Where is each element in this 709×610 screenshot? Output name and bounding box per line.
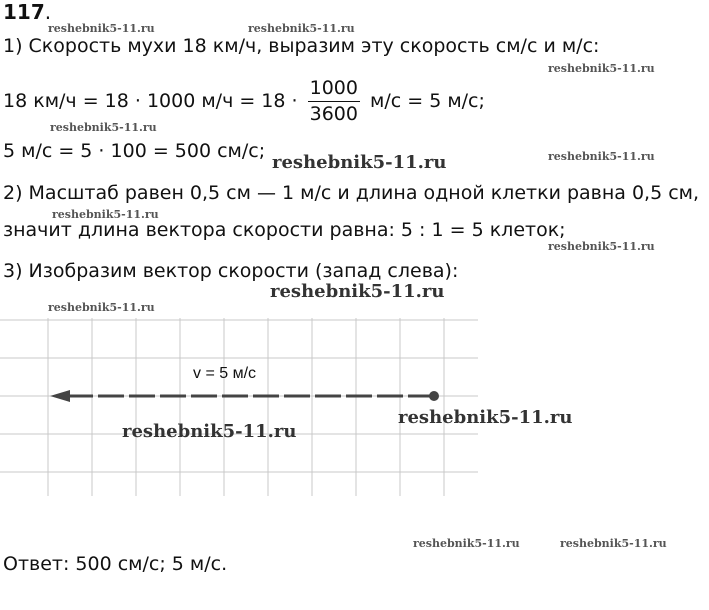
watermark: reshebnik5-11.ru xyxy=(50,121,157,134)
problem-number xyxy=(3,0,51,24)
step1-equation-right: м/с = 5 м/с; xyxy=(370,89,485,112)
watermark: reshebnik5-11.ru xyxy=(560,537,667,550)
watermark: reshebnik5-11.ru xyxy=(548,150,655,163)
watermark: reshebnik5-11.ru xyxy=(548,240,655,253)
problem-number-dot: . xyxy=(44,0,52,24)
step1-text: 1) Скорость мухи 18 км/ч, выразим эту скорость см/с и м/с: xyxy=(3,35,600,57)
watermark: reshebnik5-11.ru xyxy=(413,537,520,550)
problem-number-value: 117 xyxy=(3,0,45,24)
step1-equation2: 5 м/с = 5 · 100 = 500 см/с; xyxy=(3,140,266,162)
step1-equation-left: 18 км/ч = 18 · 1000 м/ч = 18 · xyxy=(3,89,298,112)
watermark: reshebnik5-11.ru xyxy=(122,421,297,442)
watermark: reshebnik5-11.ru xyxy=(248,22,355,35)
fraction-numerator: 1000 xyxy=(308,78,360,102)
velocity-vector xyxy=(50,390,439,402)
vector-label: v = 5 м/с xyxy=(193,365,257,382)
watermark: reshebnik5-11.ru xyxy=(48,22,155,35)
step3-text: 3) Изобразим вектор скорости (запад слева): xyxy=(3,260,459,282)
step1-equation xyxy=(3,78,485,125)
watermark: reshebnik5-11.ru xyxy=(548,62,655,75)
step1-fraction xyxy=(308,78,360,125)
vector-tail-point xyxy=(429,391,439,401)
vector-arrowhead xyxy=(50,390,70,402)
step2-line1: 2) Масштаб равен 0,5 см — 1 м/с и длина одной клетки равна 0,5 см, xyxy=(3,182,700,204)
fraction-denominator: 3600 xyxy=(309,102,358,125)
answer-text: Ответ: 500 см/с; 5 м/с. xyxy=(3,553,228,575)
watermark: reshebnik5-11.ru xyxy=(270,281,445,302)
watermark: reshebnik5-11.ru xyxy=(52,208,159,221)
step2-line2: значит длина вектора скорости равна: 5 : 1 = 5 клеток; xyxy=(3,219,566,241)
watermark: reshebnik5-11.ru xyxy=(398,407,573,428)
watermark: reshebnik5-11.ru xyxy=(48,301,155,314)
watermark: reshebnik5-11.ru xyxy=(272,152,447,173)
